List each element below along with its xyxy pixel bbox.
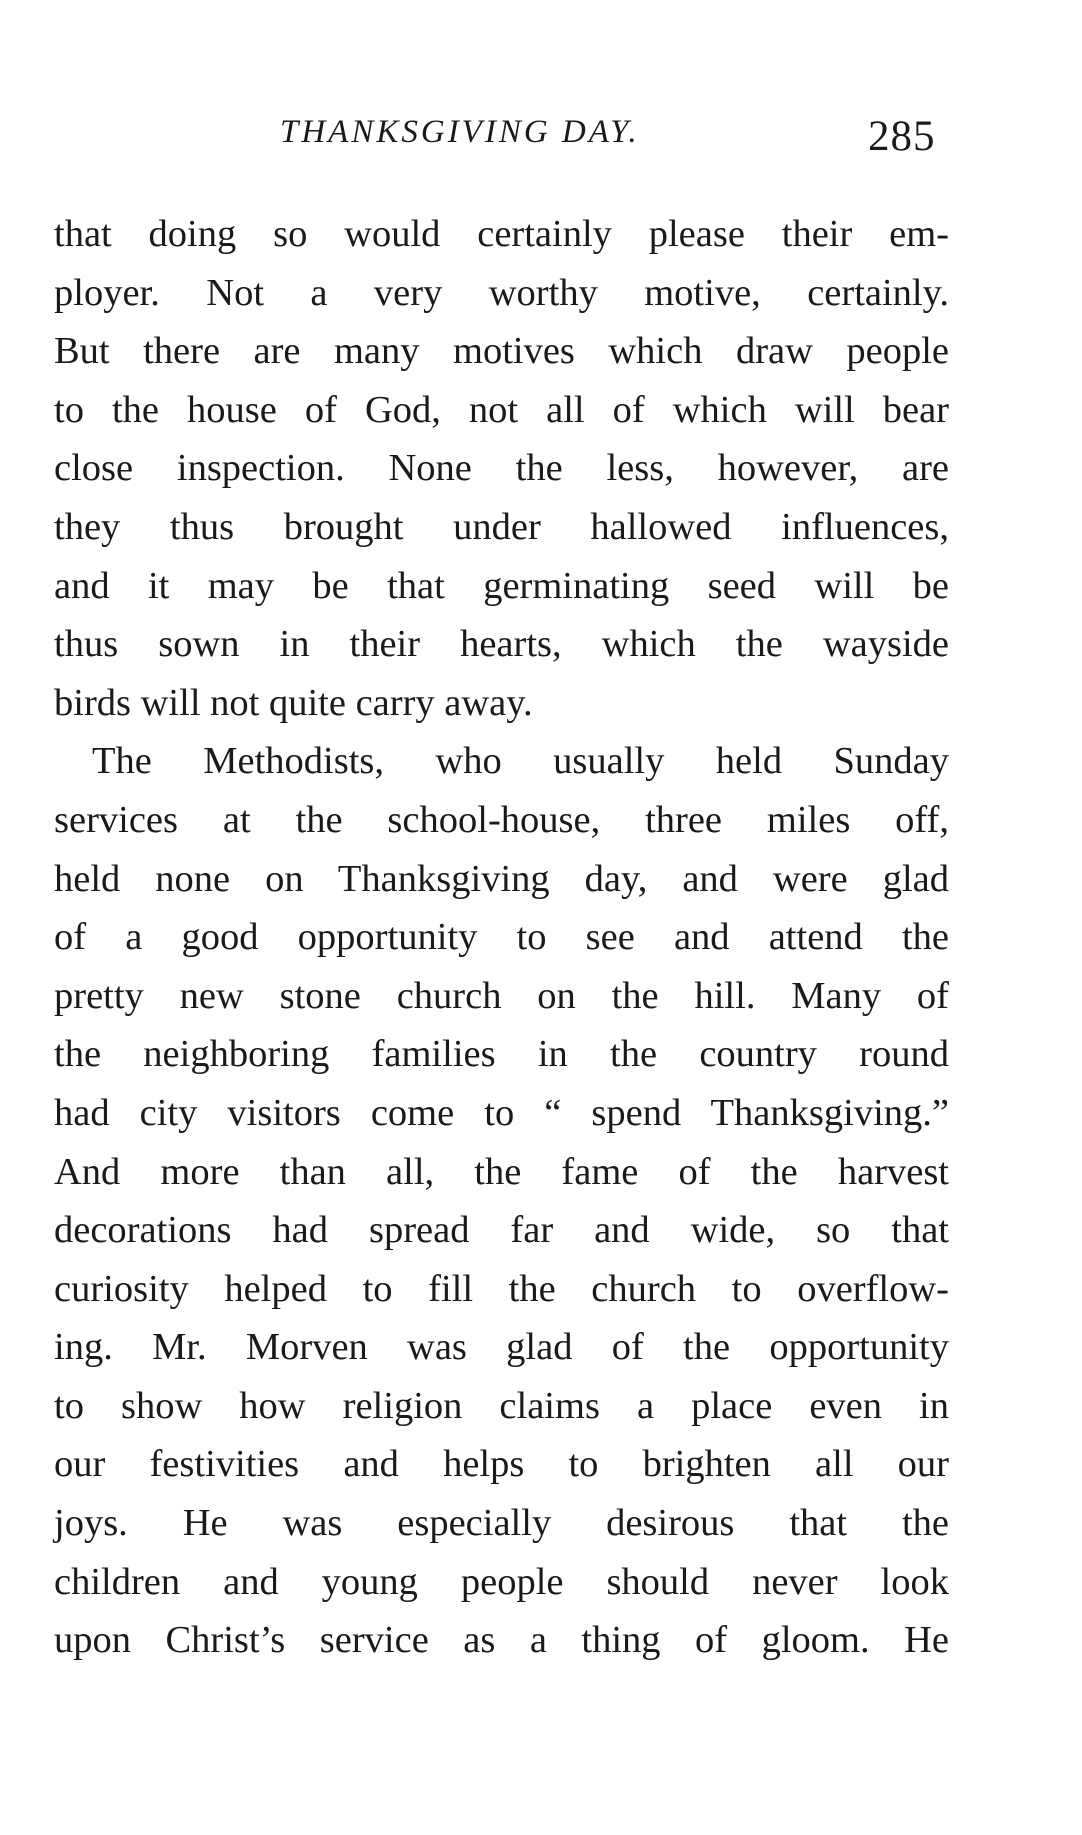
text-line: And more than all, the fame of the harvest [54,1150,949,1193]
text-line: pretty new stone church on the hill. Many of [54,974,949,1017]
text-line: they thus brought under hallowed influences, [54,505,949,548]
text-line: that doing so would certainly please their em- [54,213,949,255]
running-head [0,112,1082,168]
text-line: decorations had spread far and wide, so that [54,1209,949,1252]
text-line: held none on Thanksgiving day, and were glad [54,857,949,900]
text-line: But there are many motives which draw people [54,330,949,373]
text-line: the neighboring families in the country round [54,1033,949,1076]
text-line: to show how religion claims a place even in [54,1384,949,1427]
text-line: curiosity helped to fill the church to overflow- [54,1267,949,1310]
paragraph-start-line: The Methodists, who usually held Sunday [92,740,949,783]
text-line: ployer. Not a very worthy motive, certainly. [54,271,949,314]
text-line: had city visitors come to “ spend Thanksgiving.” [54,1091,949,1134]
text-line: ing. Mr. Morven was glad of the opportunity [54,1326,949,1369]
text-line: our festivities and helps to brighten all our [54,1443,949,1486]
text-line: upon Christ’s service as a thing of gloom. He [54,1619,949,1662]
text-line: joys. He was especially desirous that the [54,1502,949,1545]
body-text [54,205,949,1670]
text-line: birds will not quite carry away. [54,681,533,724]
page-number: 285 [868,113,936,160]
text-line: of a good opportunity to see and attend the [54,916,949,959]
text-line: thus sown in their hearts, which the wayside [54,623,949,666]
running-title: THANKSGIVING DAY. [280,114,640,150]
text-line: and it may be that germinating seed will be [54,564,949,607]
text-line: to the house of God, not all of which will bear [54,388,949,431]
text-line: close inspection. None the less, however, are [54,447,949,490]
text-line: children and young people should never look [54,1560,949,1603]
text-line: services at the school-house, three miles off, [54,798,949,841]
